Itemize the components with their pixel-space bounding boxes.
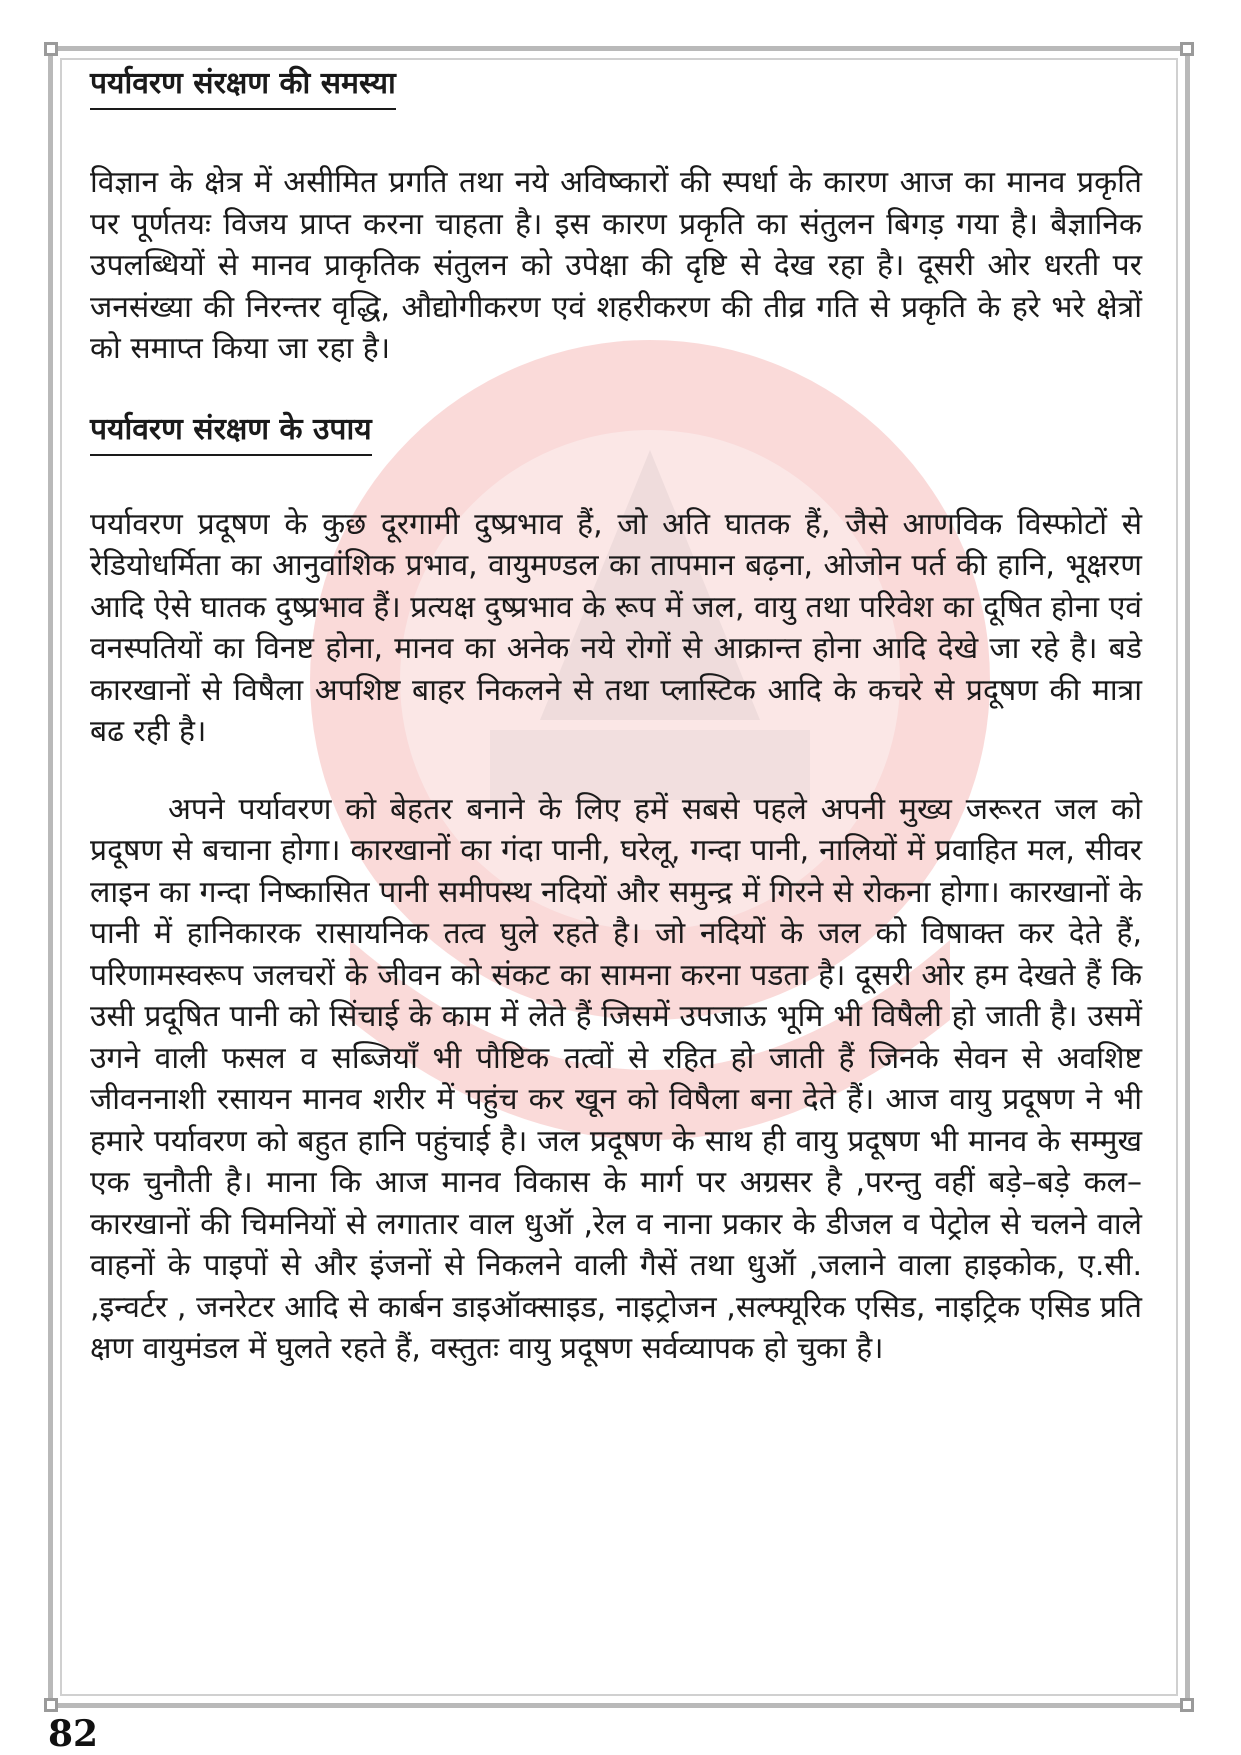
paragraph-problem: विज्ञान के क्षेत्र में असीमित प्रगति तथा नये अविष्कारों की स्पर्धा के कारण आज का मानव प्रकृति पर पूर्णतयः विजय प्राप्त करना चाहता है। इस कारण प्रकृति का संतुलन बिगड़ गया है। बैज्ञानिक उपलब्धियों से मानव प्राकृतिक संतुलन को उपेक्षा की दृष्टि से देख रहा है। दूसरी ओर धरती पर जनसंख्या की निरन्तर वृद्धि, औद्योगीकरण एवं शहरीकरण की तीव्र गति से प्रकृति के हरे भरे क्षेत्रों को समाप्त किया जा रहा है।: [90, 165, 1142, 366]
paragraph-effects: पर्यावरण प्रदूषण के कुछ दूरगामी दुष्प्रभाव हैं, जो अति घातक हैं, जैसे आणविक विस्फोटों से रेडियोधर्मिता का आनुवांशिक प्रभाव, वायुमण्डल का तापमान बढ़ना, ओजोन पर्त की हानि, भूक्षरण आदि ऐसे घातक दुष्प्रभाव हैं। प्रत्यक्ष दुष्प्रभाव के रूप में जल, वायु तथा परिवेश का दूषित होना एवं वनस्पतियों का विनष्ट होना, मानव का अनेक नये रोगों से आक्रान्त होना आदि देखे जा रहे है। बडे कारखानों से विषैला अपशिष्ट बाहर निकलने से तथा प्लास्टिक आदि के कचरे से प्रदूषण की मात्रा बढ रही है।: [90, 506, 1142, 749]
border-corner-ornament: [1180, 1698, 1194, 1712]
section-heading-solutions: पर्यावरण संरक्षण के उपाय: [90, 410, 372, 456]
page-content: [90, 58, 1142, 1370]
border-corner-ornament: [44, 42, 58, 56]
section-heading-problem: पर्यावरण संरक्षण की समस्या: [90, 64, 396, 110]
page-number: 82: [48, 1713, 99, 1755]
border-corner-ornament: [44, 1698, 58, 1712]
paragraph-measures: अपने पर्यावरण को बेहतर बनाने के लिए हमें सबसे पहले अपनी मुख्य जरूरत जल को प्रदूषण से बचाना होगा। कारखानों का गंदा पानी, घरेलू, गन्दा पानी, नालियों में प्रवाहित मल, सीवर लाइन का गन्दा निष्कासित पानी समीपस्थ नदियों और समुन्द्र में गिरने से रोकना होगा। कारखानों के पानी में हानिकारक रासायनिक तत्व घुले रहते है। जो नदियों के जल को विषाक्त कर देते हैं, परिणामस्वरूप जलचरों के जीवन को संकट का सामना करना पडता है। दूसरी ओर हम देखते हैं कि उसी प्रदूषित पानी को सिंचाई के काम में लेते हैं जिसमें उपजाऊ भूमि भी विषैली हो जाती है। उसमें उगने वाली फसल व सब्जियाँ भी पौष्टिक तत्वों से रहित हो जाती हैं जिनके सेवन से अवशिष्ट जीवननाशी रसायन मानव शरीर में पहुंच कर खून को विषैला बना देते हैं। आज वायु प्रदूषण ने भी हमारे पर्यावरण को बहुत हानि पहुंचाई है। जल प्रदूषण के साथ ही वायु प्रदूषण भी मानव के सम्मुख एक चुनौती है। माना कि आज मानव विकास के मार्ग पर अग्रसर है ,परन्तु वहीं बड़े–बड़े कल–कारखानों की चिमनियों से लगातार वाल धुऑ ,रेल व नाना प्रकार के डीजल व पेट्रोल से चलने वाले वाहनों के पाइपों से और इंजनों से निकलने वाली गैसें तथा धुऑ ,जलाने वाला हाइकोक, ए.सी. ,इन्वर्टर , जनरेटर आदि से कार्बन डाइऑक्साइड, नाइट्रोजन ,सल्फ्यूरिक एसिड, नाइट्रिक एसिड प्रति क्षण वायुमंडल में घुलते रहते हैं, वस्तुतः वायु प्रदूषण सर्वव्यापक हो चुका है।: [90, 791, 1142, 1366]
border-corner-ornament: [1180, 42, 1194, 56]
